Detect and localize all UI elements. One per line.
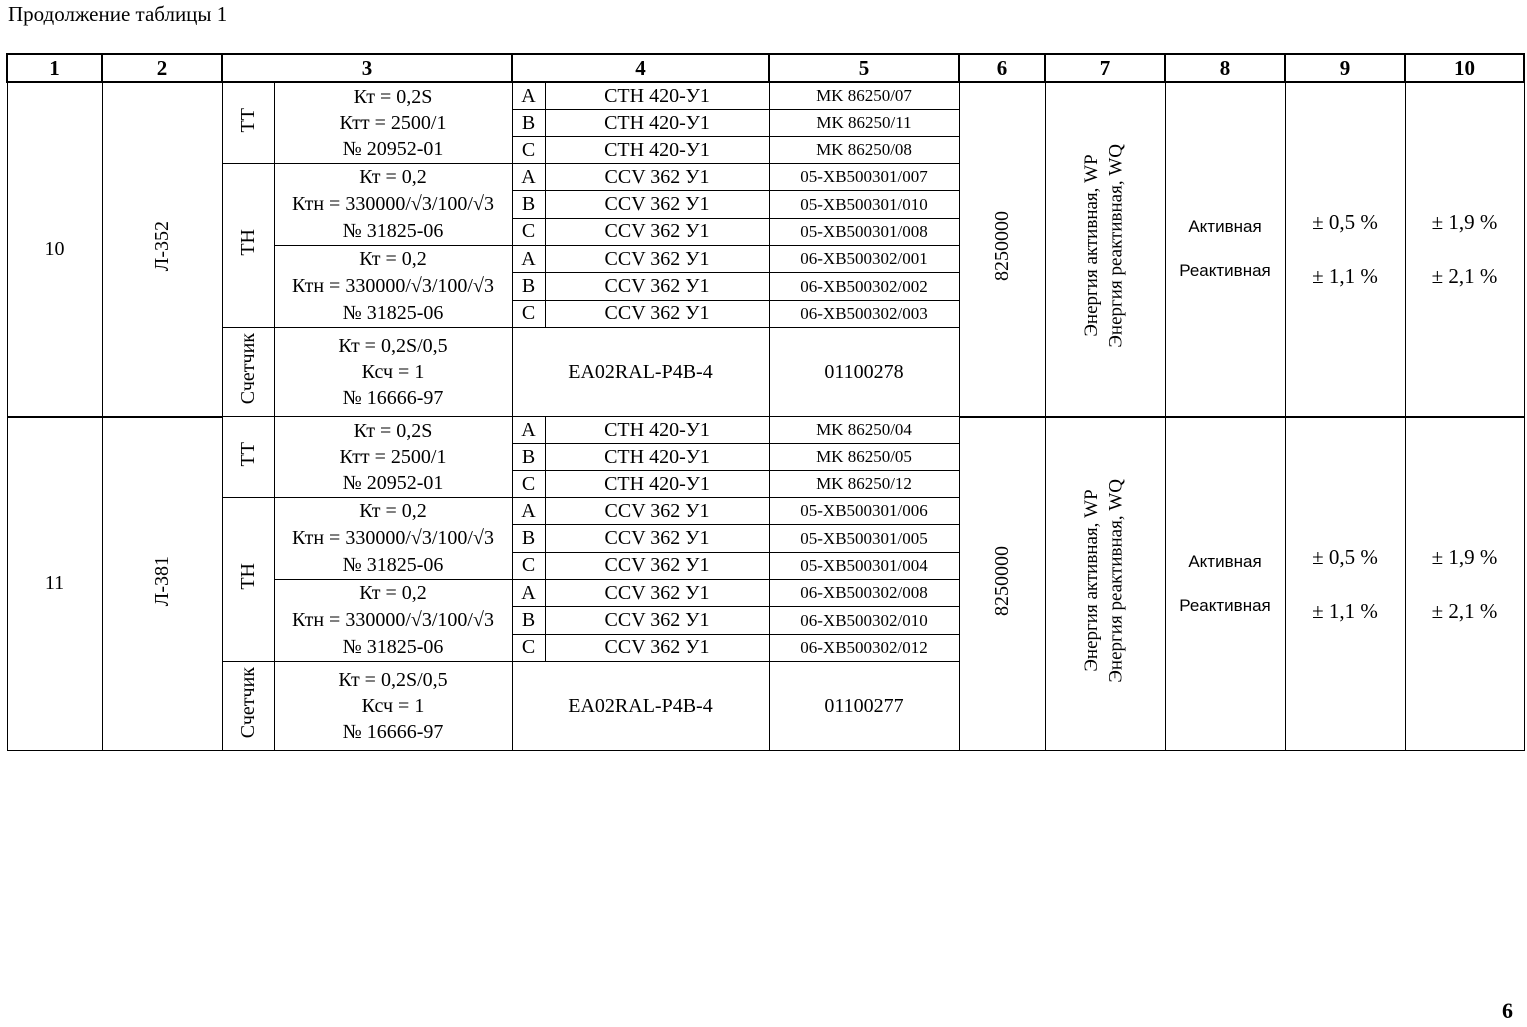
device-type-cell [545,246,769,273]
factor-cell [959,417,1045,751]
serial-cell [769,417,959,444]
line-name-cell [102,82,222,417]
error-value: ± 0,5 % [1312,210,1378,235]
measure-cell [1165,82,1285,417]
tn-params-cell [274,246,512,328]
header-cell: 7 [1045,54,1165,82]
device-type-cell [545,300,769,327]
error9-cell [1285,82,1405,417]
phase-letter: B [521,526,536,549]
device-type-cell [545,607,769,634]
energy-cell [1045,417,1165,751]
phase-letter: C [521,138,536,161]
tn-param: Кт = 0,2 [359,500,427,522]
tt-label-cell [222,82,274,164]
phase-cell [512,417,545,444]
header-cell: 2 [102,54,222,82]
meter-param: № 16666-97 [342,721,444,743]
tn-label: ТН [236,563,259,590]
error-value: ± 2,1 % [1431,264,1498,289]
device-type-cell [545,498,769,525]
meter-param: Кт = 0,2S/0,5 [338,335,448,357]
device-type-cell [545,164,769,191]
transform-factor: 8250000 [990,211,1013,282]
phase-letter: C [521,554,536,577]
tn-label-cell [222,498,274,662]
phase-letter: C [521,302,536,325]
transform-factor: 8250000 [990,545,1013,616]
tn-label-cell [222,164,274,328]
tt-label-cell [222,417,274,498]
tn-params-cell [274,164,512,246]
measure-cell [1165,417,1285,751]
phase-letter: A [521,581,536,604]
tn-param: № 31825-06 [342,636,444,658]
serial-cell [769,552,959,579]
header-row [7,54,1524,82]
tn-params-cell [274,580,512,662]
device-type: CTH 420-У1 [604,445,710,468]
table-caption: Продолжение таблицы 1 [8,2,228,26]
phase-letter: B [521,111,536,134]
device-type: CTH 420-У1 [604,138,710,161]
device-type: CCV 362 У1 [604,274,710,297]
phase-cell [512,444,545,471]
line-name-cell [102,417,222,751]
phase-cell [512,137,545,164]
meter-serial-cell [769,662,959,751]
tn-label: ТН [236,229,259,256]
phase-cell [512,300,545,327]
device-type: CCV 362 У1 [604,499,710,522]
tn-param: Кт = 0,2 [359,248,427,270]
serial-number: 06-XB500302/012 [800,638,928,658]
line-name: Л-381 [150,555,173,606]
device-type: CTH 420-У1 [604,84,710,107]
serial-number: 06-XB500302/003 [800,304,928,324]
header-cell: 5 [769,54,959,82]
device-type: CTH 420-У1 [604,111,710,134]
meter-label: Счетчик [236,667,259,739]
meter-param: Кт = 0,2S/0,5 [338,669,448,691]
serial-number: MK 86250/05 [816,447,912,467]
device-type-cell [545,417,769,444]
meter-param: Ксч = 1 [361,361,425,383]
phase-cell [512,634,545,661]
table-row [7,417,1524,444]
error-value: ± 0,5 % [1312,544,1378,569]
phase-letter: A [521,418,536,441]
device-type: CCV 362 У1 [604,192,710,215]
meter-type-cell [512,662,769,751]
serial-cell [769,471,959,498]
device-type: CCV 362 У1 [604,247,710,270]
device-type-cell [545,218,769,245]
energy-active: Энергия активная, WP [1081,489,1103,672]
measure-type: Активная [1188,551,1262,571]
row-number: 10 [44,237,65,260]
serial-cell [769,607,959,634]
phase-letter: C [521,636,536,659]
phase-letter: C [521,220,536,243]
tn-param: № 31825-06 [342,554,444,576]
tn-param: Кт = 0,2 [359,166,427,188]
tt-label: ТТ [236,441,259,467]
serial-cell [769,164,959,191]
phase-letter: A [521,499,536,522]
meter-params-cell [274,328,512,417]
meter-param: № 16666-97 [342,387,444,409]
row-number: 11 [44,572,65,595]
device-type: CCV 362 У1 [604,165,710,188]
measure-type: Реактивная [1179,261,1271,281]
phase-cell [512,552,545,579]
phase-cell [512,607,545,634]
phase-cell [512,110,545,137]
phase-cell [512,471,545,498]
device-type-cell [545,580,769,607]
meter-type: EA02RAL-P4B-4 [568,360,713,383]
serial-number: 05-XB500301/007 [800,167,928,187]
phase-cell [512,191,545,218]
tn-params-cell [274,498,512,580]
header-cell: 8 [1165,54,1285,82]
energy-reactive: Энергия реактивная, WQ [1106,478,1127,683]
error-value: ± 1,9 % [1431,544,1498,569]
device-type: CCV 362 У1 [604,302,710,325]
phase-letter: C [521,472,536,495]
phase-letter: A [521,247,536,270]
meter-param: Ксч = 1 [361,695,425,717]
device-type-cell [545,471,769,498]
tt-params-cell [274,417,512,498]
serial-number: 05-XB500301/006 [800,501,928,521]
serial-cell [769,218,959,245]
serial-cell [769,137,959,164]
serial-number: 05-XB500301/008 [800,222,928,242]
tt-param: Ктт = 2500/1 [339,446,447,468]
device-type: CCV 362 У1 [604,581,710,604]
phase-letter: B [521,445,536,468]
serial-cell [769,300,959,327]
error-value: ± 1,1 % [1312,264,1378,289]
error-value: ± 2,1 % [1431,598,1498,623]
device-type-cell [545,444,769,471]
line-name: Л-352 [150,221,173,272]
phase-letter: A [521,165,536,188]
energy-active: Энергия активная, WP [1081,155,1103,338]
table-row [7,82,1524,110]
header-cell: 6 [959,54,1045,82]
tn-param: Ктн = 330000/√3/100/√3 [292,193,494,215]
tt-param: № 20952-01 [342,138,444,160]
phase-letter: A [521,84,536,107]
meter-type-cell [512,328,769,417]
error10-cell [1405,82,1524,417]
serial-cell [769,580,959,607]
serial-number: MK 86250/08 [816,140,912,160]
header-cell: 1 [7,54,102,82]
energy-cell [1045,82,1165,417]
tt-param: № 20952-01 [342,472,444,494]
header-cell: 10 [1405,54,1524,82]
serial-cell [769,525,959,552]
phase-cell [512,82,545,110]
device-type: CCV 362 У1 [604,526,710,549]
phase-cell [512,580,545,607]
tt-param: Кт = 0,2S [353,420,433,442]
phase-letter: B [521,192,536,215]
serial-cell [769,191,959,218]
device-type-cell [545,82,769,110]
device-type: CCV 362 У1 [604,636,710,659]
serial-cell [769,246,959,273]
error-value: ± 1,9 % [1431,210,1498,235]
meter-type: EA02RAL-P4B-4 [568,694,713,717]
meter-label: Счетчик [236,333,259,405]
meter-serial-cell [769,328,959,417]
device-type-cell [545,552,769,579]
device-type-cell [545,110,769,137]
serial-number: 05-XB500301/005 [800,528,928,548]
device-type-cell [545,191,769,218]
device-type-cell [545,525,769,552]
energy-reactive: Энергия реактивная, WQ [1106,144,1127,349]
serial-number: 05-XB500301/010 [800,194,928,214]
serial-number: 06-XB500302/002 [800,276,928,296]
phase-cell [512,246,545,273]
meter-label-cell [222,328,274,417]
device-type-cell [545,273,769,300]
serial-cell [769,273,959,300]
meter-serial: 01100277 [824,694,904,717]
device-type-cell [545,634,769,661]
error10-cell [1405,417,1524,751]
device-type-cell [545,137,769,164]
phase-cell [512,498,545,525]
tt-params-cell [274,82,512,164]
device-type: CCV 362 У1 [604,554,710,577]
serial-number: MK 86250/07 [816,86,912,106]
meter-params-cell [274,662,512,751]
phase-cell [512,525,545,552]
measure-type: Реактивная [1179,595,1271,615]
serial-number: 05-XB500301/004 [800,556,928,576]
header-cell: 3 [222,54,512,82]
meter-serial: 01100278 [824,360,904,383]
serial-cell [769,110,959,137]
row-number-cell [7,82,102,417]
phase-cell [512,273,545,300]
tn-param: № 31825-06 [342,302,444,324]
device-type: CCV 362 У1 [604,608,710,631]
tn-param: Кт = 0,2 [359,582,427,604]
tt-param: Кт = 0,2S [353,86,433,108]
device-type: CCV 362 У1 [604,220,710,243]
serial-number: 06-XB500302/001 [800,249,928,269]
phase-cell [512,164,545,191]
serial-number: MK 86250/04 [816,420,912,440]
phase-cell [512,218,545,245]
tn-param: Ктн = 330000/√3/100/√3 [292,275,494,297]
tt-param: Ктт = 2500/1 [339,112,447,134]
device-type: CTH 420-У1 [604,418,710,441]
serial-cell [769,444,959,471]
meter-label-cell [222,662,274,751]
device-type: CTH 420-У1 [604,472,710,495]
header-cell: 9 [1285,54,1405,82]
serial-number: 06-XB500302/008 [800,583,928,603]
measurement-table [6,53,1525,751]
factor-cell [959,82,1045,417]
header-cell: 4 [512,54,769,82]
serial-cell [769,498,959,525]
error-value: ± 1,1 % [1312,598,1378,623]
phase-letter: B [521,274,536,297]
tn-param: Ктн = 330000/√3/100/√3 [292,609,494,631]
serial-cell [769,634,959,661]
measure-type: Активная [1188,217,1262,237]
serial-number: MK 86250/12 [816,474,912,494]
error9-cell [1285,417,1405,751]
serial-number: 06-XB500302/010 [800,610,928,630]
serial-cell [769,82,959,110]
tn-param: № 31825-06 [342,220,444,242]
tt-label: ТТ [236,107,259,133]
row-number-cell [7,417,102,751]
phase-letter: B [521,608,536,631]
page-number: 6 [1502,998,1513,1023]
serial-number: MK 86250/11 [816,113,912,133]
tn-param: Ктн = 330000/√3/100/√3 [292,527,494,549]
